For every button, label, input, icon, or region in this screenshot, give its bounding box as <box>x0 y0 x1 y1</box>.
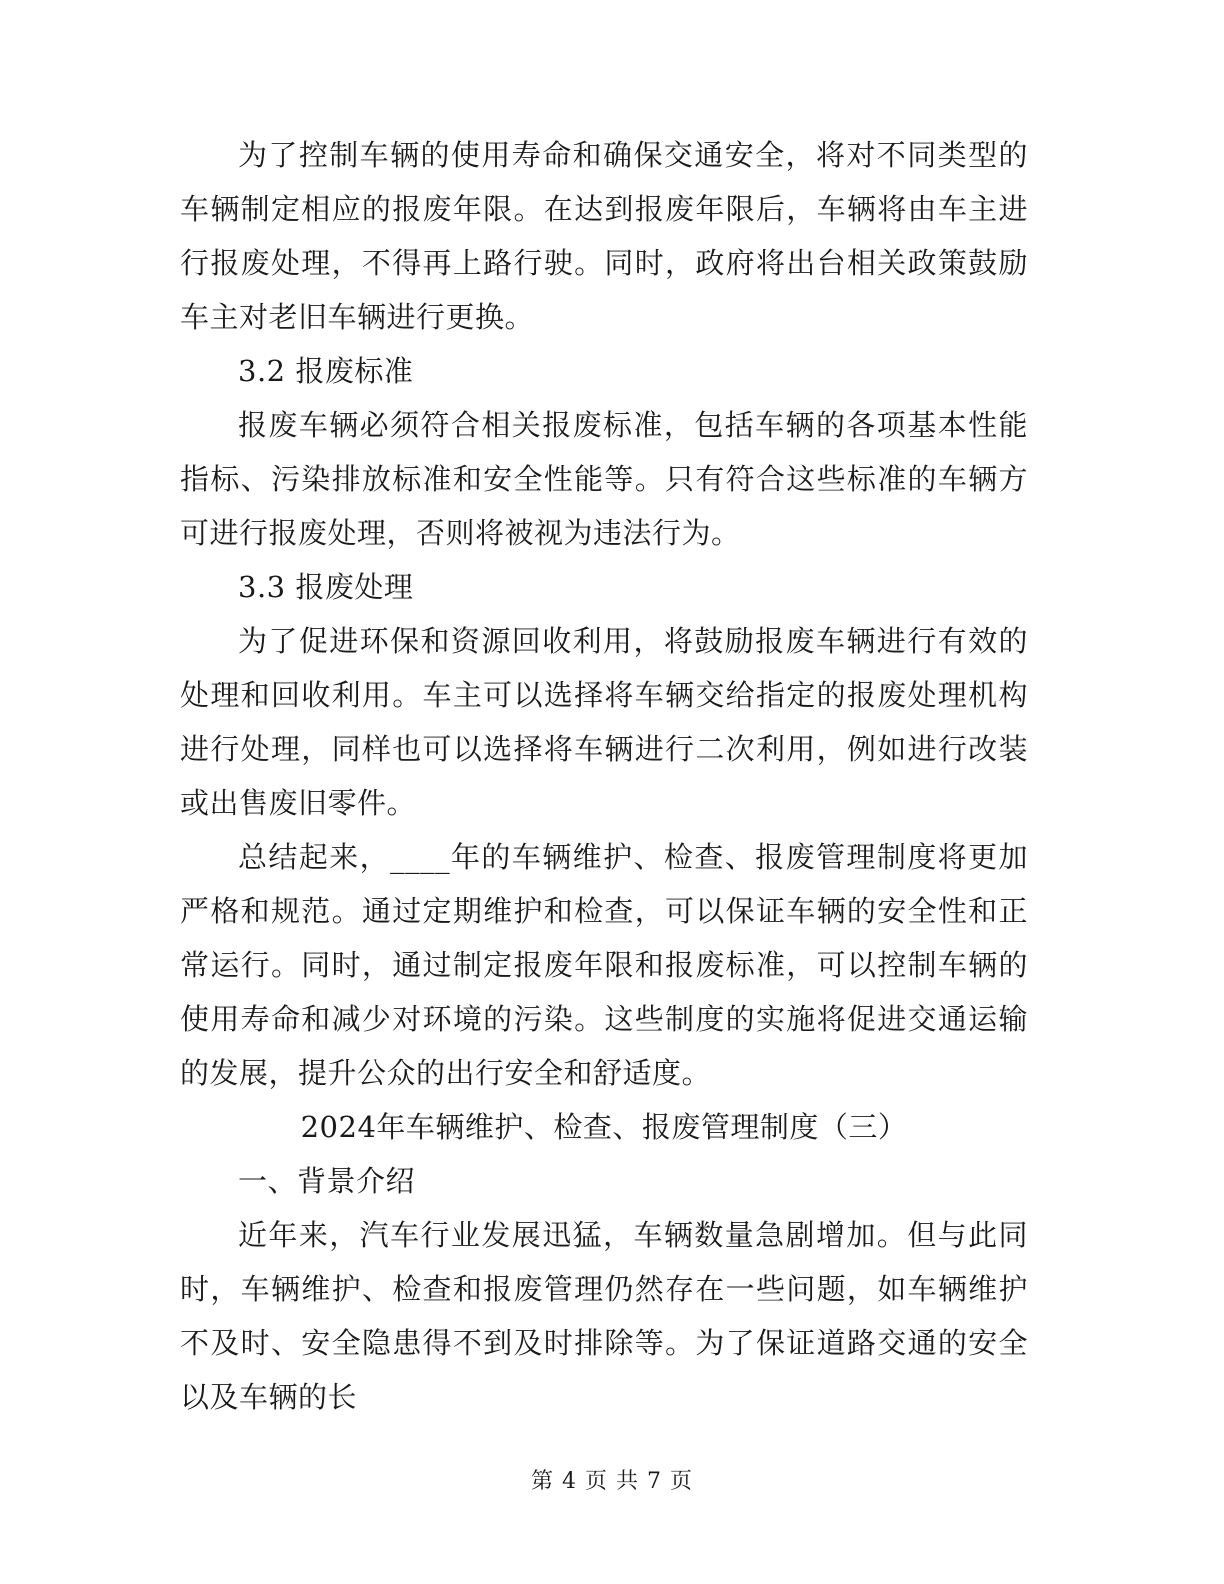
paragraph-scrap-period: 为了控制车辆的使用寿命和确保交通安全，将对不同类型的车辆制定相应的报废年限。在达到报废年限后，车辆将由车主进行报废处理，不得再上路行驶。同时，政府将出台相关政策鼓励车主对老旧车辆进行更换。 <box>180 138 1028 334</box>
document-title-part-3: 2024年车辆维护、检查、报废管理制度（三） <box>300 1110 908 1144</box>
paragraph-scrap-handling: 为了促进环保和资源回收利用，将鼓励报废车辆进行有效的处理和回收利用。车主可以选择将车辆交给指定的报废处理机构进行处理，同样也可以选择将车辆进行二次利用，例如进行改装或出售废旧零件。 <box>180 624 1028 820</box>
page-footer: 第 4 页 共 7 页 <box>531 1469 693 1494</box>
paragraph-scrap-standard: 报废车辆必须符合相关报废标准，包括车辆的各项基本性能指标、污染排放标准和安全性能等。只有符合这些标准的车辆方可进行报废处理，否则将被视为违法行为。 <box>180 408 1028 550</box>
paragraph-summary: 总结起来，____年的车辆维护、检查、报废管理制度将更加严格和规范。通过定期维护和检查，可以保证车辆的安全性和正常运行。同时，通过制定报废年限和报废标准，可以控制车辆的使用寿命和减少对环境的污染。这些制度的实施将促进交通运输的发展，提升公众的出行安全和舒适度。 <box>180 840 1028 1090</box>
section-heading-3-2: 3.2 报废标准 <box>238 354 414 388</box>
document-body <box>180 128 1028 1424</box>
paragraph-background: 近年来，汽车行业发展迅猛，车辆数量急剧增加。但与此同时，车辆维护、检查和报废管理仍然存在一些问题，如车辆维护不及时、安全隐患得不到及时排除等。为了保证道路交通的安全以及车辆的长 <box>180 1218 1028 1414</box>
section-heading-3-3: 3.3 报废处理 <box>238 570 414 604</box>
section-heading-background: 一、背景介绍 <box>238 1164 416 1198</box>
